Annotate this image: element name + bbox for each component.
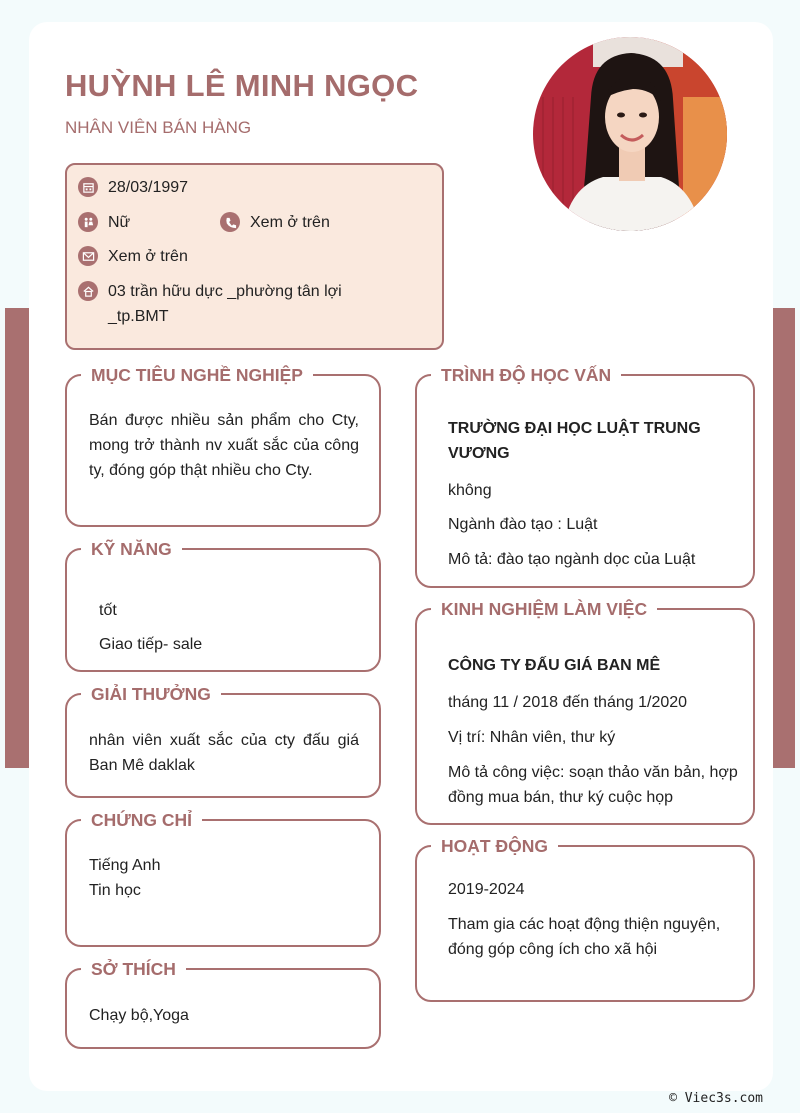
skill-item: Giao tiếp- sale — [99, 636, 203, 653]
awards-section — [65, 684, 381, 798]
copyright-footer: © Viec3s.com — [669, 1091, 763, 1106]
education-time: không — [448, 482, 492, 499]
left-accent-band — [5, 308, 29, 768]
activities-title: HOẠT ĐỘNG — [431, 833, 558, 859]
candidate-name: HUỲNH LÊ MINH NGỌC — [65, 68, 419, 103]
profile-photo-illustration — [533, 37, 727, 231]
email-value: Xem ở trên — [108, 248, 188, 265]
education-description: Mô tả: đào tạo ngành dọc của Luật — [448, 551, 696, 568]
hobbies-text: Chạy bộ,Yoga — [89, 1007, 189, 1024]
activities-description: Tham gia các hoạt động thiện nguyện, đóng góp công ích cho xã hội — [448, 916, 721, 958]
address-line-1: 03 trần hữu dực _phường tân lợi — [108, 283, 342, 300]
email-icon — [78, 246, 98, 266]
certificates-title: CHỨNG CHỈ — [81, 807, 202, 833]
education-title: TRÌNH ĐỘ HỌC VẤN — [431, 362, 621, 388]
right-accent-band — [772, 308, 795, 768]
gender-icon — [78, 212, 98, 232]
job-title: NHÂN VIÊN BÁN HÀNG — [65, 118, 252, 137]
objective-section — [65, 365, 381, 527]
company-name: CÔNG TY ĐẤU GIÁ BAN MÊ — [448, 657, 661, 674]
certificate-item: Tin học — [89, 882, 141, 899]
address-row — [78, 279, 342, 329]
skills-title: KỸ NĂNG — [81, 536, 182, 562]
address-line-2: _tp.BMT — [108, 308, 169, 325]
awards-text: nhân viên xuất sắc của cty đấu giá Ban Mê daklak — [89, 732, 359, 774]
hobbies-section — [65, 959, 381, 1049]
activities-section — [415, 836, 755, 1002]
skill-item: tốt — [99, 602, 117, 619]
phone-row — [220, 210, 330, 235]
birthday-value: 28/03/1997 — [108, 179, 189, 196]
phone-icon — [220, 212, 240, 232]
experience-title: KINH NGHIỆM LÀM VIỆC — [431, 596, 657, 622]
experience-position: Vị trí: Nhân viên, thư ký — [448, 729, 616, 746]
experience-description: Mô tả công việc: soạn thảo văn bản, hợp đồng mua bán, thư ký cuộc họp — [448, 764, 738, 806]
calendar-icon — [78, 177, 98, 197]
education-section — [415, 365, 755, 588]
education-major: Ngành đào tạo : Luật — [448, 516, 598, 533]
hobbies-title: SỞ THÍCH — [81, 956, 186, 982]
experience-section — [415, 599, 755, 825]
awards-title: GIẢI THƯỞNG — [81, 681, 221, 707]
objective-title: MỤC TIÊU NGHỀ NGHIỆP — [81, 362, 313, 388]
certificates-section — [65, 810, 381, 947]
activities-time: 2019-2024 — [448, 881, 525, 898]
address-value — [108, 279, 342, 329]
school-name: TRƯỜNG ĐẠI HỌC LUẬT TRUNG VƯƠNG — [448, 420, 701, 462]
birthday-row — [78, 175, 188, 200]
home-icon — [78, 281, 98, 301]
experience-time: tháng 11 / 2018 đến tháng 1/2020 — [448, 694, 688, 711]
objective-text: Bán được nhiều sản phẩm cho Cty, mong trở thành nv xuất sắc của công ty, đóng góp thật nhiều cho Cty. — [89, 412, 359, 479]
profile-photo — [533, 37, 727, 231]
skills-section — [65, 539, 381, 672]
gender-row — [78, 210, 130, 235]
phone-value: Xem ở trên — [250, 214, 330, 231]
contact-box — [65, 163, 444, 350]
certificate-item: Tiếng Anh — [89, 857, 161, 874]
email-row — [78, 244, 188, 269]
gender-value: Nữ — [108, 214, 131, 231]
